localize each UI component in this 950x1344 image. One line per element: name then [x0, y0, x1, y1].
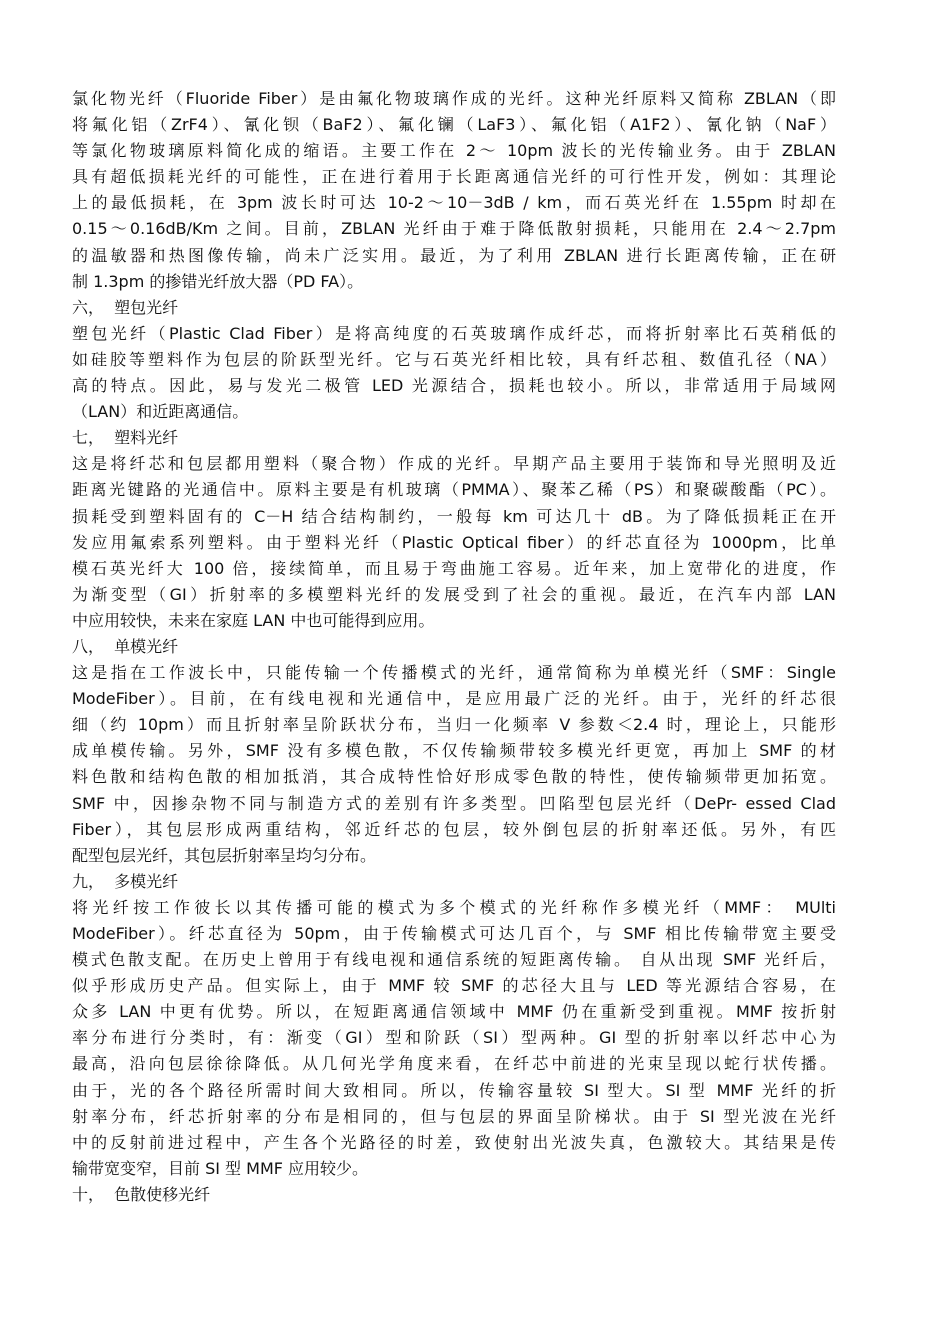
- paragraph-line: 具有超低损耗光纤的可能性，正在进行着用于长距离通信光纤的可行性开发，例如：其理论: [72, 167, 836, 187]
- paragraph-line: 细（约 10pm）而且折射率呈阶跃状分布，当归一化频率 V 参数＜2.4 时，理论上，只能形: [72, 715, 836, 735]
- section-plastic-clad: [72, 295, 836, 425]
- paragraph-line: 发应用氟索系列塑料。由于塑料光纤（Plastic Optical fiber）的纤芯直径为 1000pm，比单: [72, 532, 836, 552]
- document-page: [72, 86, 836, 1208]
- section-heading: 十， 色散使移光纤: [72, 1184, 211, 1204]
- paragraph-line: 输带宽变窄，目前 SI 型 MMF 应用较少。: [72, 1158, 369, 1178]
- paragraph-line: 高的特点。因此，易与发光二极管 LED 光源结合，损耗也较小。所以，非常适用于局域网: [72, 376, 836, 396]
- paragraph-line: 制 1.3pm 的掺错光纤放大器（PD FA）。: [72, 271, 364, 291]
- paragraph-line: 将氟化铝（ZrF4）、氰化钡（BaF2）、氟化镧（LaF3）、氟化铝（A1F2）、氰化钠（NaF）: [72, 115, 836, 135]
- paragraph-line: 距离光键路的光通信中。原料主要是有机玻璃（PMMA）、聚苯乙稀（PS）和聚碳酸酯（PC）。: [72, 480, 836, 500]
- paragraph-line: 最高，沿向包层徐徐降低。从几何光学角度来看，在纤芯中前进的光束呈现以蛇行状传播。: [72, 1054, 836, 1074]
- section-heading: 九， 多模光纤: [72, 871, 179, 891]
- paragraph-line: 似乎形成历史产品。但实际上，由于 MMF 较 SMF 的芯径大且与 LED 等光源结合容易，在: [72, 976, 836, 996]
- paragraph-line: 等氯化物玻璃原料简化成的缩语。主要工作在 2～ 10pm 波长的光传输业务。由于 ZBLAN: [72, 141, 836, 161]
- paragraph-line: 如硅胶等塑料作为包层的阶跃型光纤。它与石英光纤相比较，具有纤芯租、数值孔径（NA）: [72, 349, 836, 369]
- paragraph-line: 这是将纤芯和包层都用塑料（聚合物）作成的光纤。早期产品主要用于装饰和导光照明及近: [72, 454, 836, 474]
- paragraph-line: ModeFiber）。纤芯直径为 50pm，由于传输模式可达几百个，与 SMF 相比传输带宽主要受: [72, 924, 836, 943]
- paragraph-line: 上的最低损耗，在 3pm 波长时可达 10-2～10－3dB / km，而石英光纤在 1.55pm 时却在: [72, 193, 836, 213]
- paragraph-line: ModeFiber）。目前，在有线电视和光通信中，是应用最广泛的光纤。由于，光纤的纤芯很: [72, 689, 836, 709]
- paragraph-line: 模式色散支配。在历史上曾用于有线电视和通信系统的短距离传输。 自从出现 SMF 光纤后，: [72, 950, 836, 970]
- paragraph-line: 成单模传输。另外，SMF 没有多模色散，不仅传输频带较多模光纤更宽，再加上 SMF 的材: [72, 741, 836, 761]
- paragraph-line: 中的反射前进过程中，产生各个光路径的时差，致使射出光波失真，色激较大。其结果是传: [72, 1132, 836, 1152]
- paragraph-line: （LAN）和近距离通信。: [72, 402, 249, 422]
- paragraph-line: 模石英光纤大 100 倍，接续简单，而且易于弯曲施工容易。近年来，加上宽带化的进度，作: [72, 558, 836, 578]
- paragraph-line: 塑包光纤（Plastic Clad Fiber）是将高纯度的石英玻璃作成纤芯，而将折射率比石英稍低的: [72, 323, 836, 343]
- section-fluoride: [72, 86, 836, 295]
- section-plastic: [72, 425, 836, 634]
- paragraph-line: 配型包层光纤，其包层折射率呈均匀分布。: [72, 845, 377, 865]
- section-single-mode: [72, 634, 836, 869]
- section-multi-mode: [72, 869, 836, 1182]
- paragraph-line: 率分布进行分类时，有：渐变（GI）型和阶跃（SI）型两种。GI 型的折射率以纤芯中心为: [72, 1028, 836, 1048]
- paragraph-line: 将光纤按工作彼长以其传播可能的模式为多个模式的光纤称作多模光纤（MMF： MUlti: [72, 897, 836, 917]
- section-dispersion-shifted: [72, 1182, 836, 1208]
- paragraph-line: 为渐变型（GI）折射率的多模塑料光纤的发展受到了社会的重视。最近，在汽车内部 LAN: [72, 584, 836, 604]
- section-heading: 六， 塑包光纤: [72, 297, 179, 317]
- paragraph-line: 0.15～0.16dB/Km 之间。目前，ZBLAN 光纤由于难于降低散射损耗，只能用在 2.4～2.7pm: [72, 219, 836, 239]
- paragraph-line: 这是指在工作波长中，只能传输一个传播模式的光纤，通常简称为单模光纤（SMF：Single: [72, 663, 836, 683]
- section-heading: 七， 塑料光纤: [72, 428, 179, 448]
- paragraph-line: 中应用较快，未来在家庭 LAN 中也可能得到应用。: [72, 610, 435, 630]
- paragraph-line: 氯化物光纤（Fluoride Fiber）是由氟化物玻璃作成的光纤。这种光纤原料又简称 ZBLAN（即: [72, 89, 836, 108]
- paragraph-line: 由于，光的各个路径所需时间大致相同。所以，传输容量较 SI 型大。SI 型 MMF 光纤的折: [72, 1080, 836, 1100]
- section-heading: 八， 单模光纤: [72, 636, 179, 656]
- paragraph-line: 射率分布，纤芯折射率的分布是相同的，但与包层的界面呈阶梯状。由于 SI 型光波在光纤: [72, 1106, 836, 1126]
- paragraph-line: Fiber），其包层形成两重结构，邻近纤芯的包层，较外倒包层的折射率还低。另外，有匹: [72, 819, 836, 839]
- paragraph-line: 的温敏器和热图像传输，尚未广泛实用。最近，为了利用 ZBLAN 进行长距离传输，正在研: [72, 245, 836, 265]
- paragraph-line: 损耗受到塑料固有的 C－H 结合结构制约，一般每 km 可达几十 dB。为了降低损耗正在开: [72, 506, 836, 526]
- paragraph-line: SMF 中，因掺杂物不同与制造方式的差别有许多类型。凹陷型包层光纤（DePr- essed Clad: [72, 793, 836, 813]
- paragraph-line: 众多 LAN 中更有优势。所以，在短距离通信领域中 MMF 仍在重新受到重视。MMF 按折射: [72, 1002, 836, 1022]
- paragraph-line: 料色散和结构色散的相加抵消，其合成特性恰好形成零色散的特性，使传输频带更加拓宽。: [72, 767, 836, 787]
